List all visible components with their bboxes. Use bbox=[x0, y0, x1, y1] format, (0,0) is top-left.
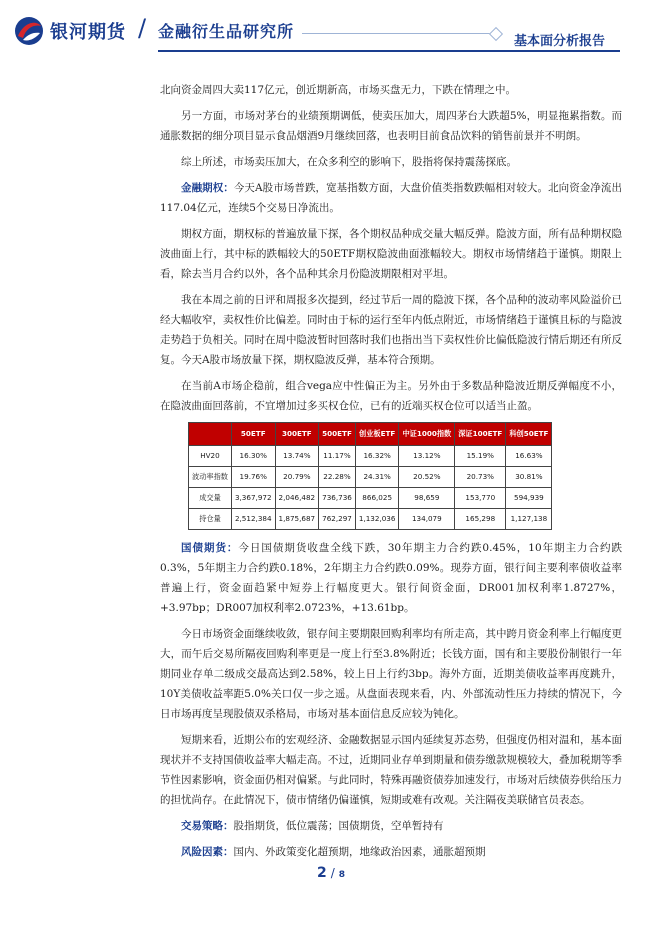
table-cell: 2,512,384 bbox=[231, 509, 275, 530]
galaxy-futures-logo-icon bbox=[14, 16, 44, 46]
paragraph: 短期来看，近期公布的宏观经济、金融数据显示国内延续复苏态势，但强度仍相对温和，基本面现状并不支持国债收益率大幅走高。不过，近期同业存单到期量和债券缴款规模较大，叠加税期等季节性因素影响，资金面仍相对偏紧。与此同时，特殊再融资债券加速发行，市场对后续债券供给压力的担忧尚存。在此情况下，债市情绪仍偏谨慎，短期或难有改观。关注隔夜美联储官员表态。 bbox=[160, 734, 622, 806]
report-body bbox=[160, 80, 622, 868]
table-cell: 成交量 bbox=[189, 488, 232, 509]
paragraph: 在当前A市场企稳前，组合vega应中性偏正为主。另外由于多数品种隐波近期反弹幅度不小，在隐波曲面回落前，不宜增加过多买权仓位，已有的近端买权仓位可以适当止盈。 bbox=[160, 380, 622, 412]
table-cell: 98,659 bbox=[399, 488, 455, 509]
paragraph-risk-factors bbox=[160, 842, 622, 862]
brand-name: 银河期货 bbox=[50, 22, 126, 43]
paragraph-text: 今天A股市场普跌，宽基指数方面，大盘价值类指数跌幅相对较大。北向资金净流出117.04亿元，连续5个交易日净流出。 bbox=[160, 182, 622, 214]
table-cell: 15.19% bbox=[455, 446, 506, 467]
table-cell: 2,046,482 bbox=[275, 488, 319, 509]
table-header-cell: 科创50ETF bbox=[506, 423, 552, 446]
table-cell: 16.32% bbox=[355, 446, 399, 467]
page-header bbox=[0, 0, 662, 56]
table-row bbox=[189, 488, 552, 509]
table-cell: 16.63% bbox=[506, 446, 552, 467]
paragraph-text: 今日国债期货收盘全线下跌，30年期主力合约跌0.45%，10年期主力合约跌0.3%，5年期主力合约跌0.18%，2年期主力合约跌0.09%。现券方面，银行间主要利率债收益率普遍上行，资金面趋紧中短券上行幅度更大。银行间资金面，DR001加权利率1.8727%，+3.97bp；DR007加权利率2.0723%，+13.61bp。 bbox=[160, 542, 623, 614]
table-cell: 1,875,687 bbox=[275, 509, 319, 530]
table-cell: 20.79% bbox=[275, 467, 319, 488]
page-separator: / bbox=[330, 866, 335, 880]
paragraph: 另一方面，市场对茅台的业绩预期调低，使卖压加大，周四茅台大跌超5%，明显拖累指数。而通胀数据的细分项目显示食品烟酒9月继续回落，也表明目前食品饮料的销售前景并不明朗。 bbox=[160, 110, 622, 142]
header-rule bbox=[158, 50, 620, 52]
table-cell: 19.76% bbox=[231, 467, 275, 488]
table-cell: 134,079 bbox=[399, 509, 455, 530]
table-cell: 11.17% bbox=[319, 446, 356, 467]
table-header-cell: 300ETF bbox=[275, 423, 319, 446]
table-cell: 736,736 bbox=[319, 488, 356, 509]
table-cell: 持仓量 bbox=[189, 509, 232, 530]
table-cell: 20.52% bbox=[399, 467, 455, 488]
header-line bbox=[302, 33, 496, 34]
paragraph: 期权方面，期权标的普遍放量下探，各个期权品种成交量大幅反弹。隐波方面，所有品种期权隐波曲面上行，其中标的跌幅较大的50ETF期权隐波曲面涨幅较大。期权市场情绪趋于谨慎。期限上看，除去当月合约以外，各个品种其余月份隐波期限相对平坦。 bbox=[160, 228, 622, 280]
table-cell: 20.73% bbox=[455, 467, 506, 488]
table-cell: 13.74% bbox=[275, 446, 319, 467]
table-cell: 13.12% bbox=[399, 446, 455, 467]
paragraph-text: 国内、外政策变化超预期，地缘政治因素，通胀超预期 bbox=[233, 846, 486, 858]
table-header-cell: 中证1000指数 bbox=[399, 423, 455, 446]
section-label: 交易策略： bbox=[181, 820, 234, 832]
section-label: 风险因素： bbox=[181, 846, 234, 858]
paragraph-financial-options bbox=[160, 178, 622, 218]
table-cell: 波动率指数 bbox=[189, 467, 232, 488]
paragraph-text: 股指期货，低位震荡；国债期货，空单暂持有 bbox=[233, 820, 444, 832]
table-header-cell: 500ETF bbox=[319, 423, 356, 446]
table-row bbox=[189, 467, 552, 488]
table-cell: 3,367,972 bbox=[231, 488, 275, 509]
paragraph: 北向资金周四大卖117亿元，创近期新高，市场买盘无力，下跌在情理之中。 bbox=[160, 84, 517, 96]
table-header-cell bbox=[189, 423, 232, 446]
table-header-row bbox=[189, 423, 552, 446]
institute-name: 金融衍生品研究所 bbox=[158, 22, 295, 41]
table-cell: HV20 bbox=[189, 446, 232, 467]
paragraph: 综上所述，市场卖压加大，在众多利空的影响下，股指将保持震荡探底。 bbox=[181, 156, 517, 168]
table-cell: 866,025 bbox=[355, 488, 399, 509]
table-cell: 16.30% bbox=[231, 446, 275, 467]
paragraph: 今日市场资金面继续收敛，银存间主要期限回购利率均有所走高，其中跨月资金利率上行幅度更大，而午后交易所隔夜回购利率更是一度上行至3.8%附近；长钱方面，国有和主要股份制银行一年期同业存单二级成交最高达到2.58%，较上日上行约3bp。海外方面，近期美债收益率再度跳升，10Y美债收益率距5.0%关口仅一步之遥。从盘面表现来看，内、外部流动性压力持续的情况下，今日市场再度呈现股债双杀格局，市场对基本面信息反应较为钝化。 bbox=[160, 628, 622, 720]
section-label: 国债期货： bbox=[181, 542, 239, 554]
table-cell: 1,127,138 bbox=[506, 509, 552, 530]
options-volatility-table bbox=[188, 422, 552, 530]
header-slash: / bbox=[138, 14, 147, 42]
page-total: 8 bbox=[338, 870, 346, 880]
table-cell: 30.81% bbox=[506, 467, 552, 488]
table-header-cell: 创业板ETF bbox=[355, 423, 399, 446]
table-cell: 594,939 bbox=[506, 488, 552, 509]
table-cell: 165,298 bbox=[455, 509, 506, 530]
table-header-cell: 深证100ETF bbox=[455, 423, 506, 446]
paragraph: 我在本周之前的日评和周报多次提到，经过节后一周的隐波下探，各个品种的波动率风险溢价已经大幅收窄，卖权性价比偏差。同时由于标的运行至年内低点附近，市场情绪趋于谨慎且标的与隐波走势趋于负相关。同时在周中隐波暂时回落时我们也指出当下卖权性价比偏低隐波行情后期还有所反复。今天A股市场放量下探，期权隐波反弹，基本符合预期。 bbox=[160, 294, 622, 366]
table-header-cell: 50ETF bbox=[231, 423, 275, 446]
page-number: 2 bbox=[316, 865, 327, 881]
paragraph-trading-strategy bbox=[160, 816, 622, 836]
table-cell: 153,770 bbox=[455, 488, 506, 509]
table-cell: 1,132,036 bbox=[355, 509, 399, 530]
table-row bbox=[189, 509, 552, 530]
table-cell: 22.28% bbox=[319, 467, 356, 488]
table-row bbox=[189, 446, 552, 467]
table-cell: 762,297 bbox=[319, 509, 356, 530]
section-label: 金融期权： bbox=[181, 182, 234, 194]
table-cell: 24.31% bbox=[355, 467, 399, 488]
report-type: 基本面分析报告 bbox=[514, 34, 606, 49]
page-footer bbox=[0, 862, 662, 881]
header-diamond-icon bbox=[489, 27, 503, 41]
paragraph-treasury-futures bbox=[160, 538, 622, 618]
